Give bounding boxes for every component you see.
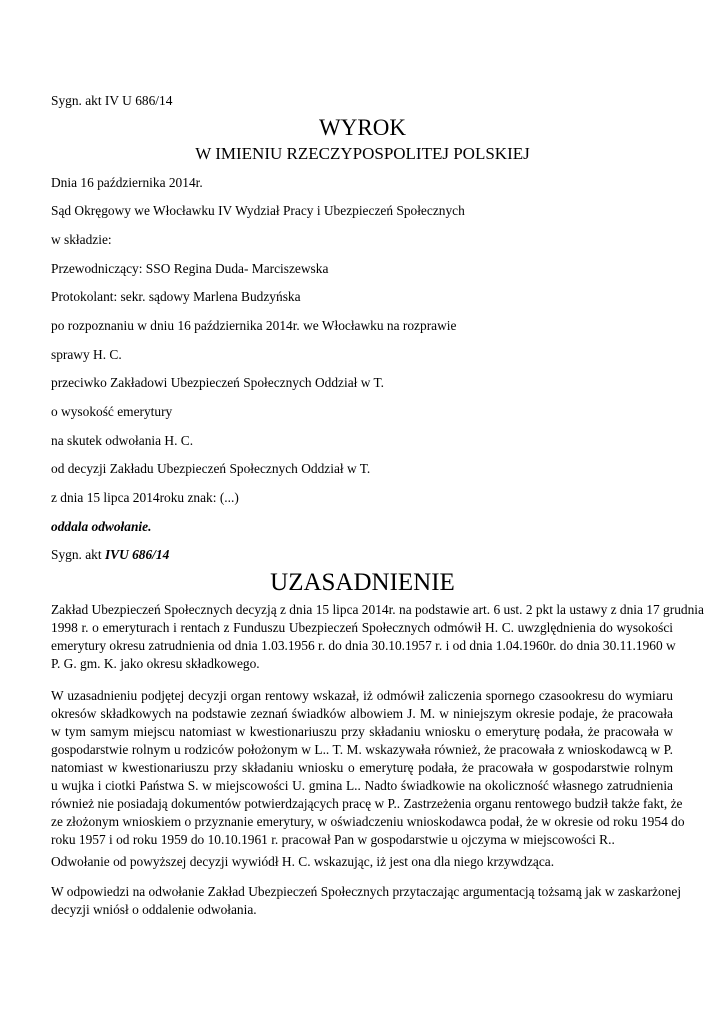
- case-appeal: na skutek odwołania H. C.: [51, 433, 194, 448]
- paragraph-line: decyzji wniósł o oddalenie odwołania.: [51, 902, 257, 917]
- paragraph-line: P. G. gm. K. jako okresu składkowego.: [51, 656, 260, 671]
- presiding-judge: Przewodniczący: SSO Regina Duda- Marciszewska: [51, 261, 329, 276]
- appealed-decision: od decyzji Zakładu Ubezpieczeń Społecznych Oddział w T.: [51, 461, 371, 476]
- paragraph-line: gospodarstwie rolnym u rodziców położonym w L.. T. M. wskazywała również, że pracowała z wnioskodawcą w P.: [51, 742, 673, 757]
- justification-paragraph-1: [51, 601, 704, 673]
- paragraph-line: u wujka i ciotki Państwa S. w miejscowości U. gmina L.. Nadto świadkowie na okoliczność własnego zatrudnienia: [51, 778, 673, 793]
- justification-paragraph-3: [51, 853, 673, 871]
- case-number-top: Sygn. akt IV U 686/14: [51, 93, 173, 108]
- judgment-subtitle: W IMIENIU RZECZYPOSPOLITEJ POLSKIEJ: [195, 144, 530, 163]
- case-against: przeciwko Zakładowi Ubezpieczeń Społecznych Oddział w T.: [51, 375, 385, 390]
- judgment-title: WYROK: [319, 115, 406, 140]
- paragraph-line: Zakład Ubezpieczeń Społecznych decyzją z dnia 15 lipca 2014r. na podstawie art. 6 ust. 2 pkt la ustawy z dnia 17 grudnia: [51, 602, 704, 617]
- paragraph-line: również nie posiadają dokumentów potwierdzających pracę w P.. Zastrzeżenia organu rentowego budził także fakt, że: [51, 796, 683, 811]
- ruling: oddala odwołanie.: [51, 519, 152, 534]
- paragraph-line: okresów składkowych na podstawie zeznań świadków albowiem J. M. w niniejszym okresie podaje, że pracowała: [51, 706, 673, 721]
- paragraph-line: ze złożonym wnioskiem o przyznanie emerytury, w oświadczeniu wnioskodawca podał, że w okresie od roku 1954 do: [51, 814, 685, 829]
- paragraph-line: emerytury okresu zatrudnienia od dnia 1.03.1956 r. do dnia 30.10.1957 r. i od dnia 1.04.1960r. do dnia 30.11.1960 w: [51, 638, 676, 653]
- case-number-prefix: Sygn. akt: [51, 547, 105, 562]
- justification-paragraph-4: [51, 883, 682, 919]
- case-party: sprawy H. C.: [51, 347, 122, 362]
- case-number-value: IVU 686/14: [104, 547, 170, 562]
- paragraph-line: natomiast w kwestionariuszu przy składaniu wniosku o emeryturę podała, że pracowała w gospodarstwie rolnym: [51, 760, 673, 775]
- justification-title: UZASADNIENIE: [270, 569, 455, 596]
- court-clerk: Protokolant: sekr. sądowy Marlena Budzyńska: [51, 289, 301, 304]
- paragraph-line: Odwołanie od powyższej decyzji wywiódł H. C. wskazując, iż jest ona dla niego krzywdząca.: [51, 854, 555, 869]
- paragraph-line: w tym samym miejscu natomiast w kwestionariuszu przy składaniu wniosku o emeryturę podała, że pracowała w: [51, 724, 673, 739]
- court-name: Sąd Okręgowy we Włocławku IV Wydział Pracy i Ubezpieczeń Społecznych: [51, 203, 465, 218]
- paragraph-line: W odpowiedzi na odwołanie Zakład Ubezpieczeń Społecznych przytaczając argumentacją tożsamą jak w zaskarżonej: [51, 884, 682, 899]
- hearing-info: po rozpoznaniu w dniu 16 października 2014r. we Włocławku na rozprawie: [51, 318, 457, 333]
- paragraph-line: W uzasadnieniu podjętej decyzji organ rentowy wskazał, iż odmówił zaliczenia spornego czasookresu do wymiaru: [51, 688, 673, 703]
- paragraph-line: 1998 r. o emeryturach i rentach z Funduszu Ubezpieczeń Społecznych odmówił H. C. uwzględnienia do wysokości: [51, 620, 673, 635]
- judgment-date: Dnia 16 października 2014r.: [51, 175, 203, 190]
- paragraph-line: roku 1957 i od roku 1959 do 10.10.1961 r. pracował Pan w gospodarstwie u ojczyma w miejscowości R..: [51, 832, 615, 847]
- case-number-bottom: [51, 547, 169, 563]
- decision-date: z dnia 15 lipca 2014roku znak: (...): [51, 490, 239, 505]
- court-composition: w składzie:: [51, 232, 112, 247]
- case-subject: o wysokość emerytury: [51, 404, 173, 419]
- justification-paragraph-2: [51, 687, 685, 849]
